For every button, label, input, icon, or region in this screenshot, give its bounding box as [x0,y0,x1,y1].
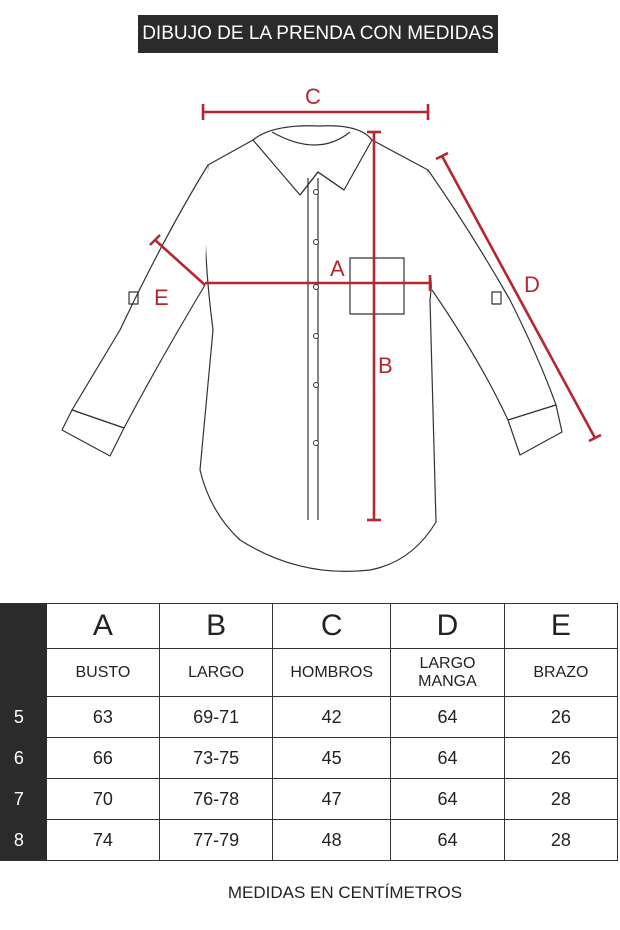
measure-label-e: E [154,285,169,310]
table-cell: 26 [504,697,617,738]
table-cell: 64 [391,820,505,861]
column-letter: C [273,604,391,649]
measure-label-b: B [378,353,393,378]
size-label: 7 [0,779,46,820]
table-cell: 47 [273,779,391,820]
footer-note: MEDIDAS EN CENTÍMETROS [227,883,463,902]
table-cell: 48 [273,820,391,861]
size-table [0,603,618,861]
table-row [0,779,618,820]
table-cell: 77-79 [159,820,272,861]
table-cell: 45 [273,738,391,779]
table-cell: 66 [46,738,159,779]
page-title: DIBUJO DE LA PRENDA CON MEDIDAS [138,15,498,53]
measure-label-c: C [305,84,321,109]
measure-label-d: D [524,272,540,297]
table-row [0,738,618,779]
column-name: LARGO MANGA [391,649,505,697]
size-label: 5 [0,697,46,738]
table-cell: 76-78 [159,779,272,820]
column-name: HOMBROS [273,649,391,697]
shirt-outline [62,126,562,572]
size-label: 8 [0,820,46,861]
table-cell: 74 [46,820,159,861]
column-name: LARGO [159,649,272,697]
measure-label-a: A [330,256,345,281]
size-label: 6 [0,738,46,779]
table-cell: 64 [391,738,505,779]
table-cell: 64 [391,779,505,820]
column-letter: D [391,604,505,649]
table-header-letters [0,604,618,649]
table-cell: 73-75 [159,738,272,779]
column-letter: A [46,604,159,649]
table-cell: 64 [391,697,505,738]
table-cell: 28 [504,779,617,820]
table-cell: 63 [46,697,159,738]
table-cell: 69-71 [159,697,272,738]
table-row [0,697,618,738]
table-header-names [0,649,618,697]
table-cell: 70 [46,779,159,820]
table-cell: 28 [504,820,617,861]
size-column-header [0,604,46,649]
table-cell: 26 [504,738,617,779]
column-name: BUSTO [46,649,159,697]
size-column-header [0,649,46,697]
column-letter: B [159,604,272,649]
column-letter: E [504,604,617,649]
column-name: BRAZO [504,649,617,697]
table-cell: 42 [273,697,391,738]
table-row [0,820,618,861]
